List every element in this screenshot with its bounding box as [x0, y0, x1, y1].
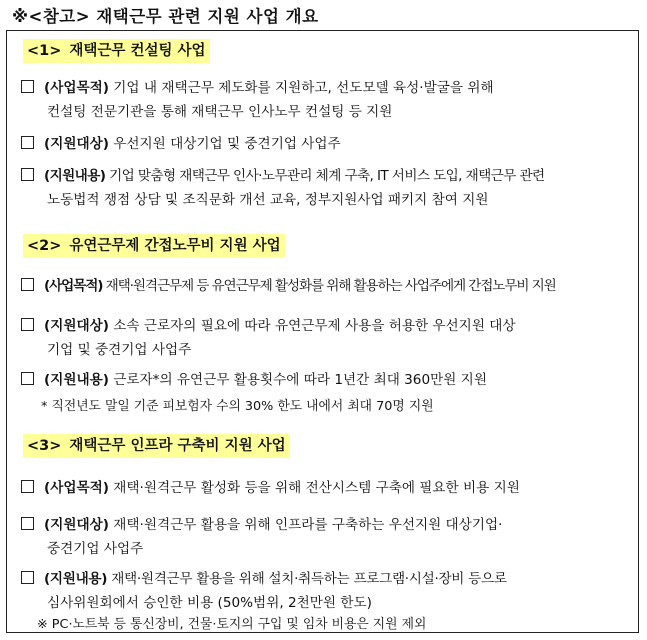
section-3-item-target: [21, 513, 639, 561]
section-2-heading: [23, 234, 285, 258]
item-label: (지원대상): [44, 318, 109, 334]
item-text: 소속 근로자의 필요에 따라 유연근무제 사용을 허용한 우선지원 대상: [113, 318, 516, 334]
checkbox-square-icon: [21, 80, 34, 93]
section-1-heading: [23, 39, 210, 63]
checkbox-square-icon: [21, 372, 34, 385]
section-1-title: 재택근무 컨설팅 사업: [69, 43, 206, 59]
item-text: 기업 맞춤형 재택근무 인사·노무관리 체계 구축, IT 서비스 도입, 재택근무 관련: [109, 168, 545, 184]
item-text: 재택·원격근무 활용을 위해 설치·취득하는 프로그램·시설·장비 등으로: [111, 571, 507, 587]
section-1-item-purpose: [21, 76, 639, 124]
section-3-number: <3>: [27, 438, 62, 454]
item-text-continued: 기업 및 중견기업 사업주: [47, 342, 192, 358]
section-2-item-content: [21, 368, 639, 392]
item-text: 우선지원 대상기업 및 중견기업 사업주: [113, 136, 341, 152]
section-2-title: 유연근무제 간접노무비 지원 사업: [69, 238, 281, 254]
item-label: (지원대상): [44, 136, 109, 152]
section-2-item-purpose: [21, 274, 639, 298]
content-box: [6, 30, 639, 633]
item-label: (지원대상): [44, 517, 109, 533]
checkbox-square-icon: [21, 278, 34, 291]
checkbox-square-icon: [21, 168, 34, 181]
section-3-footnote: ※ PC·노트북 등 통신장비, 건물·토지의 구입 및 임차 비용은 지원 제외: [37, 617, 427, 632]
section-2-number: <2>: [27, 238, 62, 254]
checkbox-square-icon: [21, 517, 34, 530]
item-label: (사업목적): [44, 80, 109, 96]
item-text: 기업 내 재택근무 제도화를 지원하고, 선도모델 육성·발굴을 위해: [113, 80, 494, 96]
item-text: 재택·원격근무 활성화 등을 위해 전산시스템 구축에 필요한 비용 지원: [113, 480, 520, 496]
checkbox-square-icon: [21, 480, 34, 493]
section-1-number: <1>: [27, 43, 62, 59]
item-label: (지원내용): [44, 571, 108, 587]
section-3-item-content: [21, 567, 639, 615]
section-3-heading: [23, 434, 290, 458]
checkbox-square-icon: [21, 136, 34, 149]
item-text-continued: 컨설팅 전문기관을 통해 재택근무 인사노무 컨설팅 등 지원: [47, 104, 393, 120]
section-3-item-purpose: [21, 476, 639, 500]
page-title: ※<참고> 재택근무 관련 지원 사업 개요: [12, 7, 319, 26]
item-label: (지원내용): [44, 372, 109, 388]
item-text-continued: 중견기업 사업주: [47, 541, 144, 557]
section-1-item-target: [21, 132, 639, 156]
item-text-continued: 심사위원회에서 승인한 비용 (50%범위, 2천만원 한도): [47, 595, 372, 611]
item-text-continued: 노동법적 쟁점 상담 및 조직문화 개선 교육, 정부지원사업 패키지 참여 지원: [47, 192, 489, 208]
item-label: (사업목적): [44, 278, 103, 294]
item-label: (지원내용): [44, 168, 106, 184]
checkbox-square-icon: [21, 571, 34, 584]
section-2-footnote: * 직전년도 말일 기준 피보험자 수의 30% 한도 내에서 최대 70명 지원: [41, 399, 434, 414]
section-2-item-target: [21, 314, 639, 362]
section-1-item-content: [21, 164, 639, 212]
checkbox-square-icon: [21, 318, 34, 331]
item-text: 근로자*의 유연근무 활용횟수에 따라 1년간 최대 360만원 지원: [113, 372, 487, 388]
item-label: (사업목적): [44, 480, 109, 496]
item-text: 재택·원격근무제 등 유연근무제 활성화를 위해 활용하는 사업주에게 간접노무비 지원: [105, 278, 556, 294]
section-3-title: 재택근무 인프라 구축비 지원 사업: [69, 438, 286, 454]
item-text: 재택·원격근무 활용을 위해 인프라를 구축하는 우선지원 대상기업·: [113, 517, 503, 533]
